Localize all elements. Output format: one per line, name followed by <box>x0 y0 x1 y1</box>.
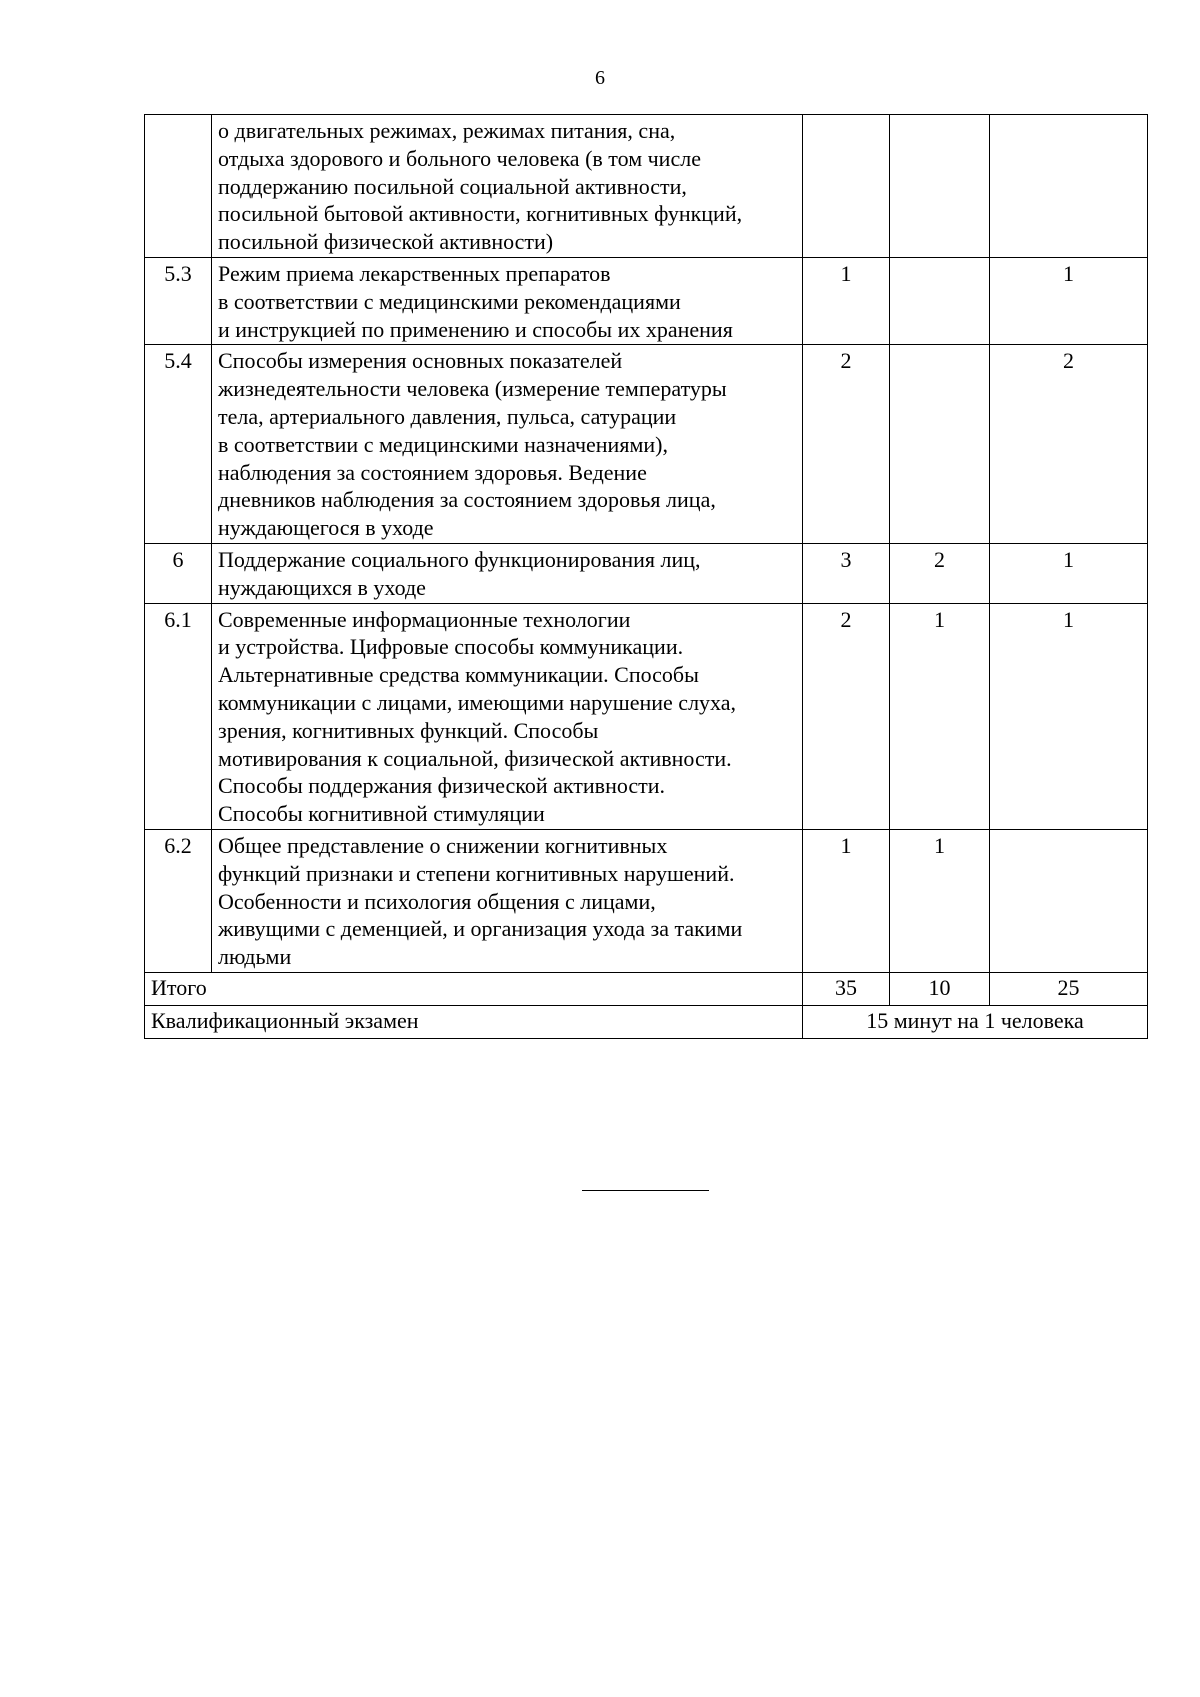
hours-practice: 2 <box>990 345 1148 544</box>
table-row <box>145 829 1148 972</box>
row-description <box>212 543 803 603</box>
row-number: 6.1 <box>145 603 212 829</box>
total-label: Итого <box>145 972 803 1005</box>
description-line: жизнедеятельности человека (измерение температуры <box>218 376 727 402</box>
row-number: 5.3 <box>145 257 212 344</box>
row-number: 6 <box>145 543 212 603</box>
table-row <box>145 345 1148 544</box>
total-hours: 35 <box>803 972 890 1005</box>
description-line: поддержанию посильной социальной активности, <box>218 173 687 199</box>
description-line: в соответствии с медицинскими назначениями), <box>218 431 668 457</box>
row-number: 6.2 <box>145 829 212 972</box>
description-line: и инструкцией по применению и способы их хранения <box>218 316 733 342</box>
hours-practice: 1 <box>990 543 1148 603</box>
description-line: нуждающегося в уходе <box>218 515 434 541</box>
hours-theory <box>890 115 990 258</box>
table-row <box>145 257 1148 344</box>
hours-practice <box>990 115 1148 258</box>
table-row <box>145 603 1148 829</box>
description-line: мотивирования к социальной, физической активности. <box>218 745 732 771</box>
hours-theory <box>890 345 990 544</box>
description-line: Режим приема лекарственных препаратов <box>218 260 611 286</box>
row-number <box>145 115 212 258</box>
hours-theory: 1 <box>890 603 990 829</box>
hours-practice <box>990 829 1148 972</box>
hours-total: 1 <box>803 257 890 344</box>
description-line: функций признаки и степени когнитивных нарушений. <box>218 860 735 886</box>
exam-label: Квалификационный экзамен <box>145 1005 803 1038</box>
row-number: 5.4 <box>145 345 212 544</box>
curriculum-table <box>144 114 1148 1039</box>
description-line: Способы измерения основных показателей <box>218 348 623 374</box>
row-description <box>212 257 803 344</box>
description-line: в соответствии с медицинскими рекомендациями <box>218 288 681 314</box>
description-line: тела, артериального давления, пульса, сатурации <box>218 403 677 429</box>
description-line: Поддержание социального функционирования лиц, <box>218 546 701 572</box>
row-description <box>212 115 803 258</box>
hours-total <box>803 115 890 258</box>
total-row <box>145 972 1148 1005</box>
description-line: Альтернативные средства коммуникации. Способы <box>218 662 699 688</box>
description-line: о двигательных режимах, режимах питания, сна, <box>218 118 676 143</box>
row-description <box>212 829 803 972</box>
description-line: людьми <box>218 944 292 970</box>
table-body <box>145 115 1148 1039</box>
table-row <box>145 543 1148 603</box>
description-line: посильной физической активности) <box>218 229 554 255</box>
description-line: Общее представление о снижении когнитивных <box>218 832 668 858</box>
description-line: нуждающихся в уходе <box>218 574 426 600</box>
hours-practice: 1 <box>990 603 1148 829</box>
row-description <box>212 603 803 829</box>
description-line: посильной бытовой активности, когнитивных функций, <box>218 201 743 227</box>
description-line: Способы поддержания физической активности. <box>218 773 666 799</box>
hours-theory <box>890 257 990 344</box>
description-line: дневников наблюдения за состоянием здоровья лица, <box>218 487 716 513</box>
table-row <box>145 115 1148 258</box>
total-theory: 10 <box>890 972 990 1005</box>
hours-total: 1 <box>803 829 890 972</box>
exam-row <box>145 1005 1148 1038</box>
hours-practice: 1 <box>990 257 1148 344</box>
description-line: живущими с деменцией, и организация ухода за такими <box>218 916 743 942</box>
hours-theory: 2 <box>890 543 990 603</box>
row-description <box>212 345 803 544</box>
description-line: Особенности и психология общения с лицами, <box>218 888 656 914</box>
description-line: наблюдения за состоянием здоровья. Ведение <box>218 459 647 485</box>
description-line: Современные информационные технологии <box>218 606 631 632</box>
description-line: коммуникации с лицами, имеющими нарушение слуха, <box>218 689 737 715</box>
description-line: зрения, когнитивных функций. Способы <box>218 717 599 743</box>
hours-total: 3 <box>803 543 890 603</box>
description-line: отдыха здорового и больного человека (в том числе <box>218 145 701 171</box>
description-line: Способы когнитивной стимуляции <box>218 801 545 827</box>
page-number: 6 <box>595 67 605 89</box>
end-divider <box>582 1190 709 1191</box>
hours-theory: 1 <box>890 829 990 972</box>
total-practice: 25 <box>990 972 1148 1005</box>
hours-total: 2 <box>803 603 890 829</box>
description-line: и устройства. Цифровые способы коммуникации. <box>218 634 684 660</box>
exam-duration: 15 минут на 1 человека <box>803 1005 1148 1038</box>
hours-total: 2 <box>803 345 890 544</box>
